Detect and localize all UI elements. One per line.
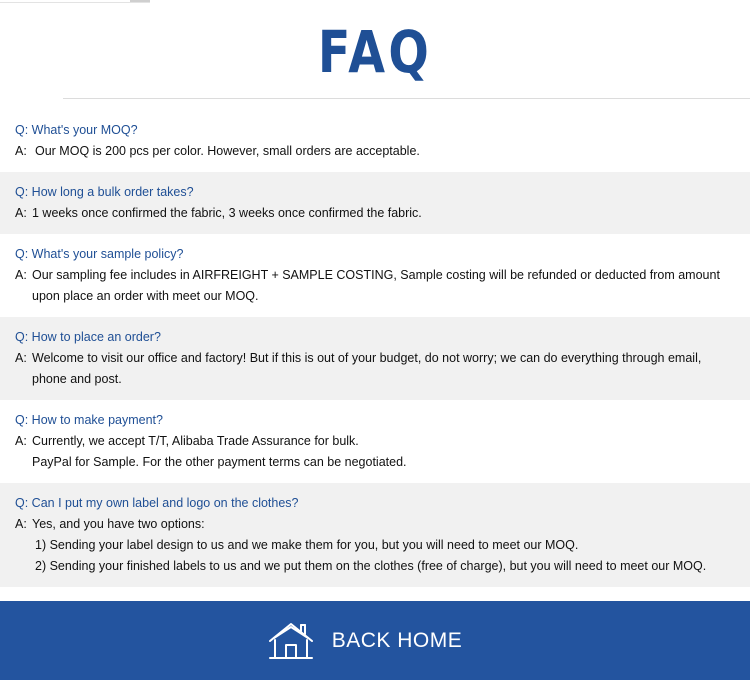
answer-line: upon place an order with meet our MOQ. [32, 289, 259, 303]
house-icon [268, 621, 314, 661]
answer-prefix: A: [15, 351, 27, 365]
answer-line: phone and post. [32, 372, 122, 386]
faq-question: Q: Can I put my own label and logo on the clothes? [15, 496, 299, 510]
answer-option: 2) Sending your finished labels to us and we put them on the clothes (free of charge), but you will need to meet our MOQ. [35, 559, 707, 573]
answer-prefix: A: [15, 434, 27, 448]
title-divider [63, 98, 750, 99]
faq-item [0, 110, 750, 172]
answer-prefix: A: [15, 268, 27, 282]
faq-list [0, 110, 750, 587]
faq-item [0, 172, 750, 234]
faq-answer [15, 431, 740, 473]
faq-question: Q: How to place an order? [15, 330, 161, 344]
faq-question: Q: How long a bulk order takes? [15, 185, 194, 199]
faq-answer [15, 141, 740, 162]
faq-question: Q: What's your MOQ? [15, 123, 138, 137]
faq-item [0, 400, 750, 483]
faq-item [0, 234, 750, 317]
faq-answer [15, 514, 740, 577]
top-tab-divider [0, 0, 150, 3]
answer-line: 1 weeks once confirmed the fabric, 3 weeks once confirmed the fabric. [32, 206, 422, 220]
faq-item [0, 317, 750, 400]
footer-bar [0, 601, 750, 680]
faq-answer [15, 265, 740, 307]
faq-question: Q: How to make payment? [15, 413, 163, 427]
answer-line: Our MOQ is 200 pcs per color. However, small orders are acceptable. [35, 144, 420, 158]
page-title: FAQ [317, 18, 433, 86]
answer-line: Currently, we accept T/T, Alibaba Trade Assurance for bulk. [32, 434, 359, 448]
faq-answer [15, 348, 740, 390]
back-home-label: BACK HOME [331, 628, 463, 652]
answer-prefix: A: [15, 144, 27, 158]
answer-option: 1) Sending your label design to us and we make them for you, but you will need to meet our MOQ. [35, 538, 579, 552]
faq-answer [15, 203, 740, 224]
back-home-button[interactable] [268, 621, 463, 661]
answer-line: Welcome to visit our office and factory! But if this is out of your budget, do not worry; we can do everything through email, [32, 351, 702, 365]
answer-line: Yes, and you have two options: [32, 517, 205, 531]
answer-prefix: A: [15, 517, 27, 531]
faq-question: Q: What's your sample policy? [15, 247, 184, 261]
answer-prefix: A: [15, 206, 27, 220]
faq-item [0, 483, 750, 587]
answer-line: Our sampling fee includes in AIRFREIGHT + SAMPLE COSTING, Sample costing will be refunded or deducted from amount [32, 268, 720, 282]
answer-line: PayPal for Sample. For the other payment terms can be negotiated. [32, 455, 407, 469]
